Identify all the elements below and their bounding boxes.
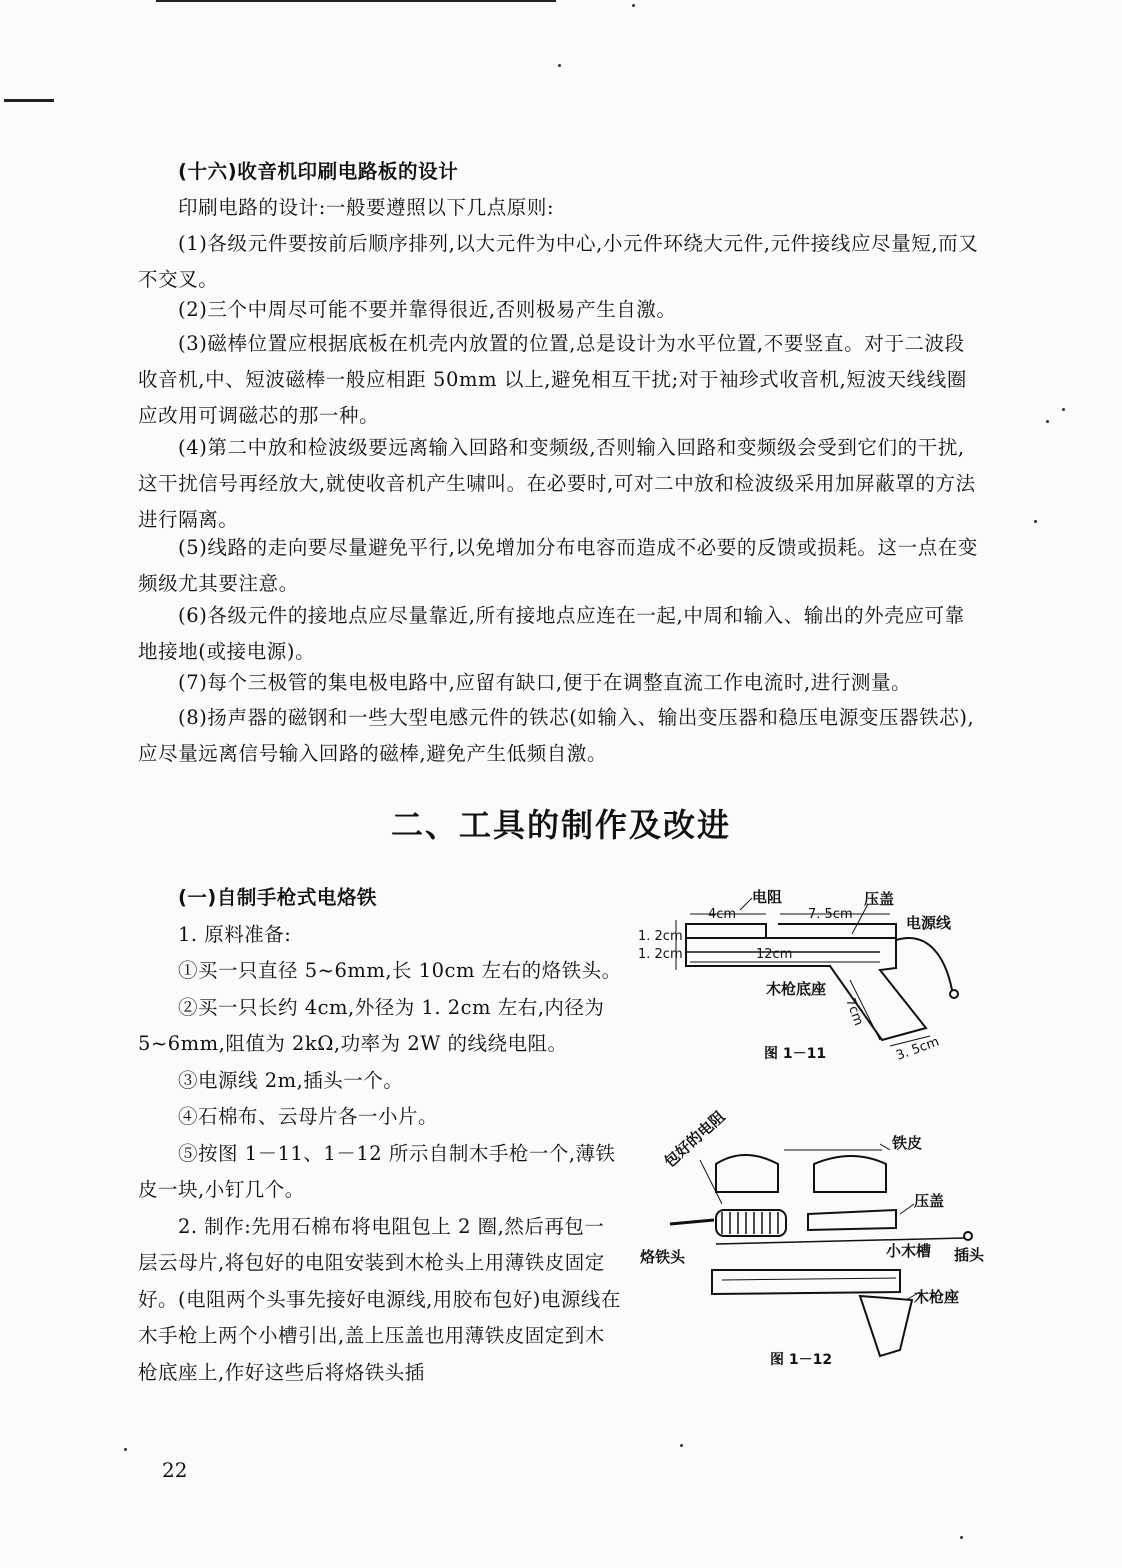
principle-item: (6)各级元件的接地点应尽量靠近,所有接地点应连在一起,中周和输入、输出的外壳应可靠地接地(或接电源)。: [138, 604, 965, 663]
dim-3-5cm: 3. 5cm: [894, 1034, 942, 1064]
label-cover: 压盖: [864, 890, 895, 908]
material-item: ③电源线 2m,插头一个。: [178, 1068, 404, 1092]
label-iron-sheet: 铁皮: [892, 1134, 923, 1152]
tip-rod: [670, 1220, 714, 1224]
label-base: 木枪座: [914, 1288, 960, 1306]
materials-title: 1. 原料准备:: [178, 922, 292, 946]
material-item: ⑤按图 1－11、1－12 所示自制木手枪一个,薄铁皮一块,小钉几个。: [138, 1141, 616, 1201]
label-resistor: 电阻: [752, 888, 783, 906]
label-power-cord: 电源线: [906, 914, 952, 932]
principle-item: (3)磁棒位置应根据底板在机壳内放置的位置,总是设计为水平位置,不要竖直。对于二波段收音机,中、短波磁棒一般应相距 50mm 以上,避免相互干扰;对于袖珍式收音机,短波天线线圈应改用可调磁芯的那一种。: [138, 332, 967, 427]
caption-fig-1-11: 图 1－11: [764, 1046, 827, 1062]
material-item: ①买一只直径 5~6mm,长 10cm 左右的烙铁头。: [178, 959, 622, 982]
iron-sheet-left: [716, 1155, 778, 1192]
making-paragraph: 2. 制作:先用石棉布将电阻包上 2 圈,然后再包一层云母片,将包好的电阻安装到木枪头上用薄铁皮固定好。(电阻两个头事先接好电源线,用胶布包好)电源线在木手枪上两个小槽引出,盖上压盖也用薄铁皮固定到木枪底座上,作好这些后将烙铁头插: [138, 1214, 621, 1384]
dim-7cm: 7cm: [842, 996, 866, 1028]
principle-item: (5)线路的走向要尽量避免平行,以免增加分布电容而造成不必要的反馈或损耗。这一点在变频级尤其要注意。: [138, 536, 979, 595]
material-item: ④石棉布、云母片各一小片。: [178, 1105, 439, 1128]
iron-sheet-right: [814, 1156, 886, 1192]
section16-intro: 印刷电路的设计:一般要遵照以下几点原则:: [178, 196, 555, 219]
dim-12cm: 12cm: [756, 947, 793, 962]
label-base: 木枪底座: [766, 980, 827, 998]
principle-item: (2)三个中周尽可能不要并靠得很近,否则极易产生自激。: [178, 298, 677, 321]
section1-heading: (一)自制手枪式电烙铁: [178, 886, 377, 909]
principle-item: (4)第二中放和检波级要远离输入回路和变频级,否则输入回路和变频级会受到它们的干扰,这干扰信号再经放大,就使收音机产生啸叫。在必要时,可对二中放和检波级采用加屏蔽罩的方法进行隔离。: [138, 436, 976, 531]
label-tip: 烙铁头: [640, 1248, 686, 1266]
dim-1-2cm: 1. 2cm: [638, 947, 683, 962]
label-cover: 压盖: [914, 1192, 945, 1210]
principle-item: (7)每个三极管的集电极电路中,应留有缺口,便于在调整直流工作电流时,进行测量。: [178, 671, 912, 694]
groove-piece: [712, 1270, 900, 1294]
material-item: ②买一只长约 4cm,外径为 1. 2cm 左右,内径为 5~6mm,阻值为 2kΩ,功率为 2W 的线绕电阻。: [138, 995, 605, 1055]
principle-item: (8)扬声器的磁钢和一些大型电感元件的铁芯(如输入、输出变压器和稳压电源变压器铁芯),应尽量远离信号输入回路的磁棒,避免产生低频自激。: [138, 706, 975, 765]
gun-base-piece: [860, 1296, 912, 1356]
label-wrapped-resistor: 包好的电阻: [660, 1107, 729, 1171]
plug: [964, 1232, 972, 1240]
chapter-title: 二、工具的制作及改进: [390, 806, 731, 844]
label-plug: 插头: [954, 1246, 985, 1264]
dim-1-2cm: 1. 2cm: [638, 929, 683, 944]
caption-fig-1-12: 图 1－12: [770, 1352, 833, 1368]
principle-item: (1)各级元件要按前后顺序排列,以大元件为中心,小元件环绕大元件,元件接线应尽量短,而又不交叉。: [138, 232, 979, 291]
label-small-groove: 小木槽: [886, 1242, 932, 1260]
wrapped-resistor: [716, 1210, 786, 1236]
cover-piece: [808, 1210, 896, 1230]
section16-heading: (十六)收音机印刷电路板的设计: [178, 160, 459, 183]
page-number: 22: [162, 1458, 188, 1482]
dim-7-5cm: 7. 5cm: [808, 907, 853, 922]
dim-4cm: 4cm: [708, 907, 737, 922]
